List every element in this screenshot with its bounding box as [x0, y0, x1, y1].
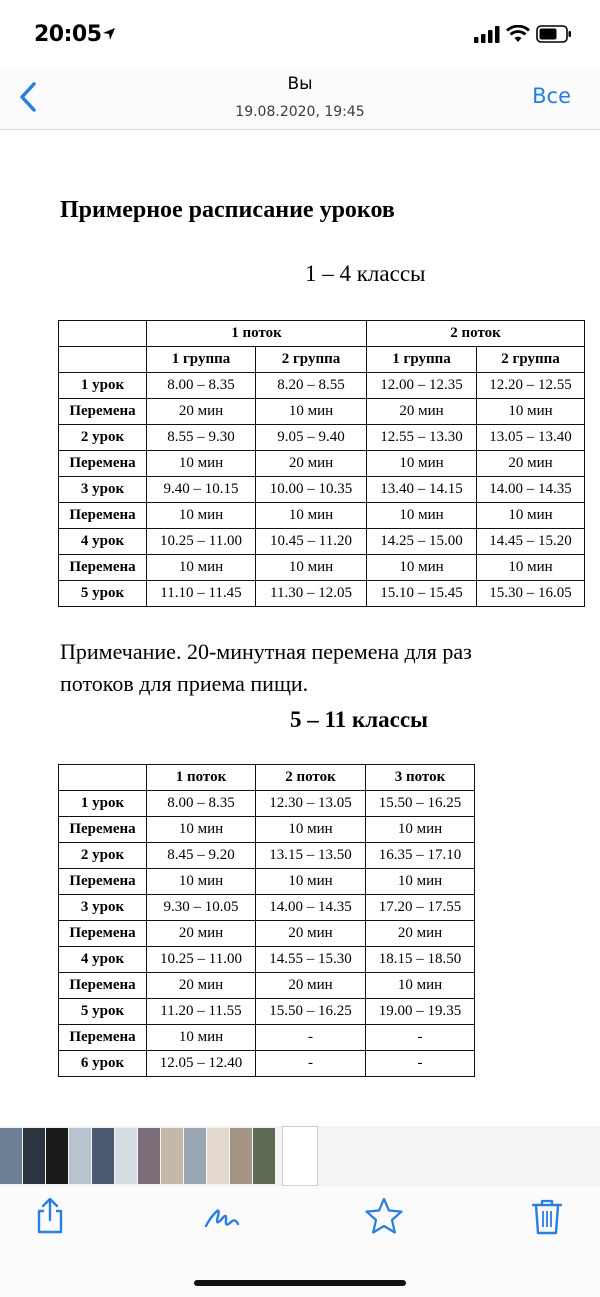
time-cell: 12.05 – 12.40	[147, 1051, 256, 1077]
time-cell: 10 мин	[147, 869, 256, 895]
cellular-signal-icon	[474, 26, 500, 43]
lesson-row	[59, 477, 585, 503]
time-cell: 10 мин	[256, 817, 366, 843]
time-cell: 10.25 – 11.00	[147, 947, 256, 973]
note-line: Примечание. 20-минутная перемена для раз	[60, 639, 472, 664]
time-cell: 10.25 – 11.00	[147, 529, 256, 555]
time-cell: 19.00 – 19.35	[366, 999, 475, 1025]
time-cell: 10 мин	[477, 399, 585, 425]
time-cell: 14.25 – 15.00	[367, 529, 477, 555]
time-cell: -	[256, 1051, 366, 1077]
time-cell: 11.20 – 11.55	[147, 999, 256, 1025]
row-label: 4 урок	[59, 947, 147, 973]
time-cell: 20 мин	[256, 921, 366, 947]
time-cell: 20 мин	[256, 973, 366, 999]
table-corner-cell	[59, 347, 147, 373]
photo-thumbnail[interactable]	[184, 1128, 206, 1184]
time-cell: 13.05 – 13.40	[477, 425, 585, 451]
time-cell: 15.50 – 16.25	[366, 791, 475, 817]
row-label: 1 урок	[59, 791, 147, 817]
lesson-row	[59, 895, 475, 921]
time-cell: 8.00 – 8.35	[147, 373, 256, 399]
note-line: потоков для приема пищи.	[60, 671, 309, 696]
row-label: 2 урок	[59, 425, 147, 451]
time-cell: 15.30 – 16.05	[477, 581, 585, 607]
time-cell: 8.45 – 9.20	[147, 843, 256, 869]
all-photos-button[interactable]: Все	[532, 84, 571, 108]
row-label: 3 урок	[59, 895, 147, 921]
table-header-row	[59, 321, 585, 347]
photo-thumbnail[interactable]	[23, 1128, 45, 1184]
share-icon[interactable]	[30, 1196, 70, 1236]
document-photo[interactable]	[0, 131, 600, 1125]
row-label: Перемена	[59, 921, 147, 947]
home-indicator	[194, 1280, 406, 1286]
group-header: 2 группа	[256, 347, 367, 373]
time-cell: 11.30 – 12.05	[256, 581, 367, 607]
time-cell: 13.15 – 13.50	[256, 843, 366, 869]
group-header: 2 группа	[477, 347, 585, 373]
row-label: 5 урок	[59, 999, 147, 1025]
nav-subtitle: 19.08.2020, 19:45	[235, 104, 365, 120]
photo-thumbnail[interactable]	[230, 1128, 252, 1184]
time-cell: 20 мин	[147, 921, 256, 947]
time-cell: 8.20 – 8.55	[256, 373, 367, 399]
photo-thumbnail[interactable]	[115, 1128, 137, 1184]
time-cell: 20 мин	[366, 921, 475, 947]
time-cell: 10 мин	[367, 555, 477, 581]
row-label: 3 урок	[59, 477, 147, 503]
row-label: 4 урок	[59, 529, 147, 555]
row-label: 6 урок	[59, 1051, 147, 1077]
time-cell: 10 мин	[256, 869, 366, 895]
row-label: 2 урок	[59, 843, 147, 869]
time-cell: 20 мин	[147, 973, 256, 999]
time-cell: 10 мин	[256, 503, 367, 529]
lesson-row	[59, 581, 585, 607]
time-cell: 14.00 – 14.35	[256, 895, 366, 921]
time-cell: 10 мин	[147, 817, 256, 843]
break-row	[59, 817, 475, 843]
time-cell: 10 мин	[147, 1025, 256, 1051]
photo-thumbnail-strip[interactable]	[0, 1126, 600, 1186]
row-label: 1 урок	[59, 373, 147, 399]
time-cell: 10 мин	[367, 451, 477, 477]
row-label: Перемена	[59, 817, 147, 843]
row-label: Перемена	[59, 1025, 147, 1051]
time-cell: 14.45 – 15.20	[477, 529, 585, 555]
stream-header: 3 поток	[366, 765, 475, 791]
time-cell: 17.20 – 17.55	[366, 895, 475, 921]
time-cell: -	[256, 1025, 366, 1051]
photo-thumbnail[interactable]	[92, 1128, 114, 1184]
break-row	[59, 399, 585, 425]
time-cell: 14.00 – 14.35	[477, 477, 585, 503]
status-bar	[0, 0, 600, 70]
time-cell: 8.55 – 9.30	[147, 425, 256, 451]
break-row	[59, 973, 475, 999]
time-cell: 10 мин	[366, 817, 475, 843]
lesson-row	[59, 529, 585, 555]
markup-icon[interactable]	[202, 1196, 242, 1236]
section-title-1-4: 1 – 4 классы	[305, 261, 426, 286]
time-cell: 18.15 – 18.50	[366, 947, 475, 973]
break-row	[59, 921, 475, 947]
photo-thumbnail[interactable]	[69, 1128, 91, 1184]
time-cell: 10.00 – 10.35	[256, 477, 367, 503]
break-row	[59, 503, 585, 529]
time-cell: 11.10 – 11.45	[147, 581, 256, 607]
time-cell: 12.55 – 13.30	[367, 425, 477, 451]
photo-thumbnail[interactable]	[46, 1128, 68, 1184]
time-cell: 10 мин	[477, 503, 585, 529]
time-cell: 20 мин	[256, 451, 367, 477]
time-cell: 20 мин	[147, 399, 256, 425]
battery-icon	[536, 25, 572, 43]
time-cell: -	[366, 1025, 475, 1051]
favorite-star-icon[interactable]	[364, 1196, 404, 1236]
nav-bar	[0, 70, 600, 130]
time-cell: 10 мин	[477, 555, 585, 581]
lesson-row	[59, 1051, 475, 1077]
row-label: 5 урок	[59, 581, 147, 607]
break-row	[59, 555, 585, 581]
stream-header: 1 поток	[147, 765, 256, 791]
photo-thumbnail[interactable]	[0, 1128, 22, 1184]
time-cell: 9.05 – 9.40	[256, 425, 367, 451]
time-cell: 20 мин	[477, 451, 585, 477]
time-cell: 15.50 – 16.25	[256, 999, 366, 1025]
time-cell: 20 мин	[367, 399, 477, 425]
time-cell: 10 мин	[147, 451, 256, 477]
table-corner-cell	[59, 321, 147, 347]
row-label: Перемена	[59, 399, 147, 425]
time-cell: 12.00 – 12.35	[367, 373, 477, 399]
photo-thumbnail[interactable]	[138, 1128, 160, 1184]
time-cell: 9.30 – 10.05	[147, 895, 256, 921]
row-label: Перемена	[59, 503, 147, 529]
time-cell: 10 мин	[256, 399, 367, 425]
break-row	[59, 869, 475, 895]
lesson-row	[59, 425, 585, 451]
lesson-row	[59, 843, 475, 869]
time-cell: 10 мин	[366, 869, 475, 895]
nav-title: Вы	[287, 74, 313, 94]
table-corner-cell	[59, 765, 147, 791]
row-label: Перемена	[59, 869, 147, 895]
status-time: 20:05	[34, 22, 102, 47]
time-cell: 10 мин	[256, 555, 367, 581]
lesson-row	[59, 947, 475, 973]
break-row	[59, 451, 585, 477]
time-cell: 13.40 – 14.15	[367, 477, 477, 503]
group-header: 1 группа	[367, 347, 477, 373]
time-cell: 10 мин	[147, 503, 256, 529]
section-title-5-11: 5 – 11 классы	[290, 707, 429, 732]
document-heading: Примерное расписание уроков	[60, 197, 395, 223]
location-arrow-icon	[102, 27, 116, 41]
time-cell: 12.20 – 12.55	[477, 373, 585, 399]
table-header-row	[59, 765, 475, 791]
time-cell: 10 мин	[366, 973, 475, 999]
time-cell: 9.40 – 10.15	[147, 477, 256, 503]
row-label: Перемена	[59, 973, 147, 999]
photo-thumbnail[interactable]	[207, 1128, 229, 1184]
trash-icon[interactable]	[527, 1196, 567, 1236]
photo-thumbnail[interactable]	[161, 1128, 183, 1184]
time-cell: -	[366, 1051, 475, 1077]
time-cell: 14.55 – 15.30	[256, 947, 366, 973]
bottom-toolbar	[0, 1186, 600, 1297]
lesson-row	[59, 373, 585, 399]
group-header: 1 группа	[147, 347, 256, 373]
lesson-row	[59, 999, 475, 1025]
schedule-table-1-4	[58, 320, 585, 607]
lesson-row	[59, 791, 475, 817]
photo-thumbnail-selected[interactable]	[282, 1126, 318, 1186]
row-label: Перемена	[59, 451, 147, 477]
schedule-table-5-11	[58, 764, 475, 1077]
time-cell: 10 мин	[367, 503, 477, 529]
time-cell: 10 мин	[147, 555, 256, 581]
time-cell: 12.30 – 13.05	[256, 791, 366, 817]
note-text	[60, 636, 600, 700]
break-row	[59, 1025, 475, 1051]
photo-thumbnail[interactable]	[253, 1128, 275, 1184]
stream-header: 2 поток	[367, 321, 585, 347]
time-cell: 8.00 – 8.35	[147, 791, 256, 817]
time-cell: 16.35 – 17.10	[366, 843, 475, 869]
stream-header: 2 поток	[256, 765, 366, 791]
stream-header: 1 поток	[147, 321, 367, 347]
time-cell: 15.10 – 15.45	[367, 581, 477, 607]
wifi-icon	[506, 25, 530, 43]
row-label: Перемена	[59, 555, 147, 581]
table-header-row	[59, 347, 585, 373]
time-cell: 10.45 – 11.20	[256, 529, 367, 555]
